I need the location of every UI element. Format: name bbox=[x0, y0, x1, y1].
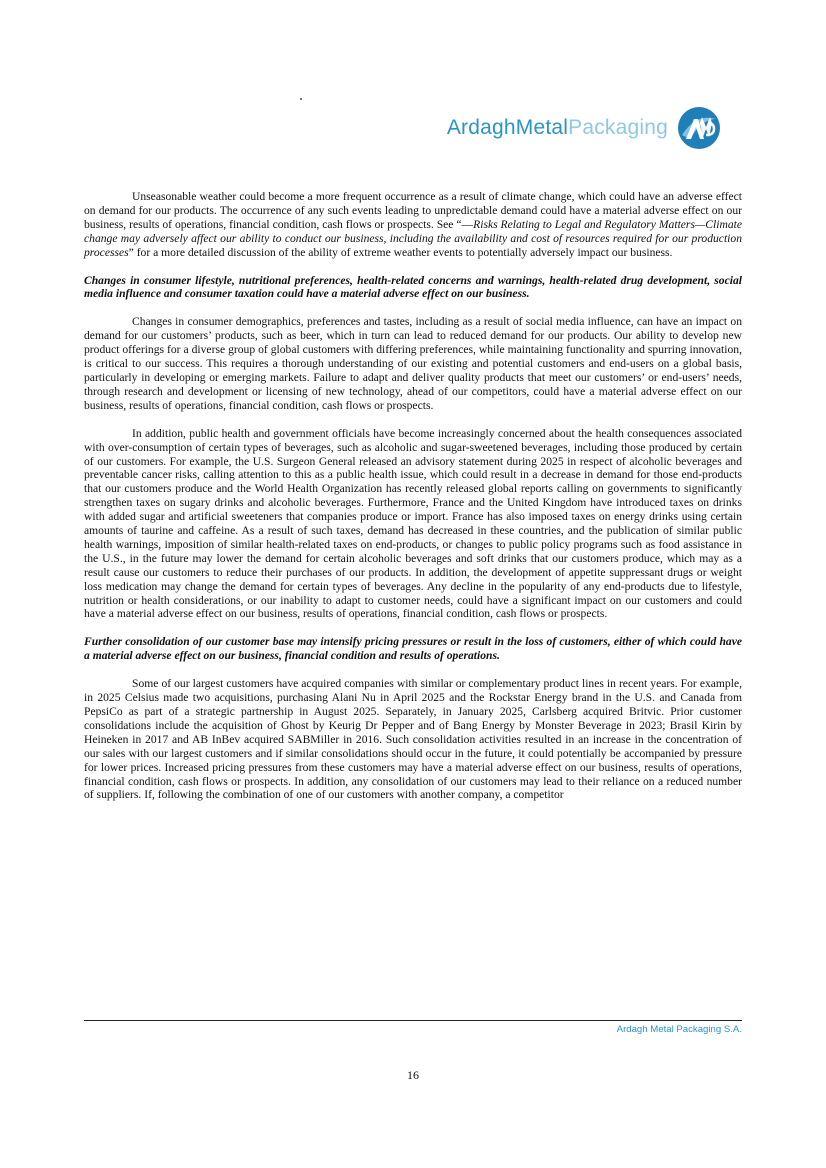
paragraph-consumer-demographics: Changes in consumer demographics, preferences and tastes, including as a result of social media influence, can have an impact on demand for our customers’ products, such as beer, which in turn can lead to reduced demand for our products. Our ability to develop new product offerings for a diverse group of global customers with differing preferences, while maintaining functionality and spurring innovation, is critical to our success. This requires a thorough understanding of our existing and potential customers and end-users on a global basis, particularly in developing or emerging markets. Failure to adapt and deliver quality products that meet our customers’ or end-users’ needs, through research and development or licensing of new technology, ahead of our competitors, could have a material adverse effect on our business, results of operations, financial condition, cash flows or prospects. bbox=[84, 315, 742, 412]
footer-divider bbox=[84, 1020, 742, 1021]
paragraph-public-health: In addition, public health and government officials have become increasingly concerned about the health consequences associated with over-consumption of certain types of beverages, such as alcoholic and sugar-sweetened beverages, including those produced by certain of our customers. For example, the U.S. Surgeon General released an advisory statement during 2025 in respect of alcoholic beverages and preventable cancer risks, calling attention to this as a public health issue, which could result in a decrease in demand for those end-products that our customers produce and the World Health Organization has recently released global reports calling on governments to significantly strengthen taxes on sugary drinks and alcoholic beverages. Furthermore, France and the United Kingdom have introduced taxes on drinks with added sugar and artificial sweeteners that companies produce or import. France has also imposed taxes on energy drinks using certain amounts of taurine and caffeine. As a result of such taxes, demand has decreased in these countries, and the publication of similar public health warnings, imposition of similar health-related taxes on end-products, or changes to public policy programs such as food assistance in the U.S., in the future may lower the demand for certain alcoholic beverages and soft drinks that our customers produce, which may as a result cause our customers to reduce their purchases of our products. In addition, the development of appetite suppressant drugs or weight loss medication may change the demand for certain types of beverages. Any decline in the popularity of any end-products due to lifestyle, nutrition or health considerations, or our inability to adapt to customer needs, could have a significant impact on our customers and could have a material adverse effect on our business, results of operations, financial condition, cash flows or prospects. bbox=[84, 426, 742, 621]
paragraph-consolidation: Some of our largest customers have acquired companies with similar or complementary product lines in recent years. For example, in 2025 Celsius made two acquisitions, purchasing Alani Nu in April 2025 and the Rockstar Energy brand in the U.S. and Canada from PepsiCo as part of a strategic partnership in August 2025. Separately, in January 2025, Carlsberg acquired Britvic. Prior customer consolidations include the acquisition of Ghost by Keurig Dr Pepper and of Bang Energy by Monster Beverage in 2023; Brasil Kirin by Heineken in 2017 and AB InBev acquired SABMiller in 2016. Such consolidation activities resulted in an increase in the concentration of our sales with our largest customers and if similar consolidations should occur in the future, it could potentially be accompanied by pressure for lower prices. Increased pricing pressures from these customers may have a material adverse effect on our business, results of operations, financial condition, cash flows or prospects. In addition, any consolidation of our customers may lead to their reliance on a reduced number of suppliers. If, following the combination of one of our customers with another company, a competitor bbox=[84, 677, 742, 802]
speck bbox=[300, 98, 302, 100]
paragraph-weather bbox=[84, 190, 742, 260]
amp-emblem-icon bbox=[676, 105, 722, 151]
logo-word-metal: Metal bbox=[515, 116, 569, 139]
page-number: 16 bbox=[407, 1068, 419, 1082]
paragraph-weather-text-1: Unseasonable weather could become a more frequent occurrence as a result of climate change, which could have an adverse effect on demand for our products. The occurrence of any such events leading to unpredictable demand could have a material adverse effect on our business, results of operations, financial condition, cash flows or prospects. See “— bbox=[84, 190, 742, 231]
footer-company-name: Ardagh Metal Packaging S.A. bbox=[616, 1024, 742, 1035]
paragraph-weather-text-2: ” for a more detailed discussion of the ability of extreme weather events to potentially adversely impact our business. bbox=[128, 245, 673, 259]
paragraph-weather-crossref: Risks Relating to Legal and Regulatory Matters—Climate change may adversely affect our ability to conduct our business, including the availability and cost of resources required for our production processes bbox=[84, 217, 742, 259]
logo-word-packaging: Packaging bbox=[568, 116, 668, 139]
logo-wordmark bbox=[447, 116, 668, 140]
document-body bbox=[84, 190, 742, 816]
risk-heading-consumer-lifestyle: Changes in consumer lifestyle, nutritional preferences, health-related concerns and warnings, health-related drug development, social media influence and consumer taxation could have a material adverse effect on our business. bbox=[84, 273, 742, 301]
risk-heading-customer-consolidation: Further consolidation of our customer base may intensify pricing pressures or result in the loss of customers, either of which could have a material adverse effect on our business, financial condition and results of operations. bbox=[84, 635, 742, 663]
logo-word-ardagh: Ardagh bbox=[446, 116, 516, 139]
company-logo bbox=[447, 104, 722, 152]
